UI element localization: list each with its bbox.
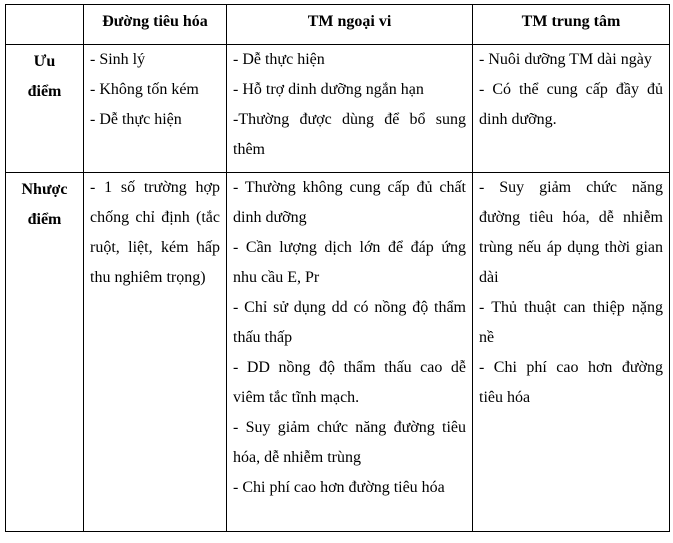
cell-disadvantages-enteral bbox=[84, 173, 227, 532]
header-empty-cell bbox=[6, 5, 84, 45]
row-label-line: điểm bbox=[27, 211, 62, 228]
list-item: - Dễ thực hiện bbox=[233, 51, 325, 68]
row-label-line: Ưu bbox=[33, 53, 56, 70]
comparison-table bbox=[5, 4, 670, 532]
row-label-disadvantages bbox=[6, 173, 84, 532]
list-item: - Suy giảm chức năng đường tiêu hóa, dễ nhiễm trùng nếu áp dụng thời gian dài bbox=[479, 179, 663, 286]
row-label-line: điểm bbox=[27, 83, 62, 100]
list-item: - DD nồng độ thẩm thấu cao dễ viêm tắc tĩnh mạch. bbox=[233, 359, 466, 406]
header-enteral: Đường tiêu hóa bbox=[84, 5, 227, 45]
cell-disadvantages-peripheral bbox=[227, 173, 473, 532]
list-item: - 1 số trường hợp chống chỉ định (tắc ruột, liệt, kém hấp thu nghiêm trọng) bbox=[90, 179, 220, 286]
list-item: - Nuôi dưỡng TM dài ngày bbox=[479, 51, 652, 68]
list-item: - Thường không cung cấp đủ chất dinh dưỡng bbox=[233, 179, 466, 226]
row-label-advantages bbox=[6, 45, 84, 173]
header-peripheral-iv: TM ngoại vi bbox=[227, 5, 473, 45]
list-item: - Sinh lý bbox=[90, 51, 146, 68]
list-item: - Chi phí cao hơn đường tiêu hóa bbox=[233, 479, 445, 496]
header-row bbox=[6, 5, 670, 45]
list-item: - Dễ thực hiện bbox=[90, 111, 182, 128]
list-item: - Không tốn kém bbox=[90, 81, 199, 98]
cell-disadvantages-central bbox=[473, 173, 670, 532]
disadvantages-row bbox=[6, 173, 670, 532]
list-item: - Cần lượng dịch lớn để đáp ứng nhu cầu E, Pr bbox=[233, 239, 466, 286]
advantages-row bbox=[6, 45, 670, 173]
list-item: -Thường được dùng để bổ sung thêm bbox=[233, 111, 466, 158]
cell-advantages-central bbox=[473, 45, 670, 173]
cell-advantages-peripheral bbox=[227, 45, 473, 173]
header-central-iv: TM trung tâm bbox=[473, 5, 670, 45]
list-item: - Chi phí cao hơn đường tiêu hóa bbox=[479, 359, 663, 406]
list-item: - Suy giảm chức năng đường tiêu hóa, dễ nhiễm trùng bbox=[233, 419, 466, 466]
row-label-line: Nhược bbox=[21, 181, 68, 198]
list-item: - Có thể cung cấp đầy đủ dinh dưỡng. bbox=[479, 81, 663, 128]
list-item: - Hỗ trợ dinh dưỡng ngắn hạn bbox=[233, 81, 424, 98]
list-item: - Thủ thuật can thiệp nặng nề bbox=[479, 299, 663, 346]
cell-advantages-enteral bbox=[84, 45, 227, 173]
list-item: - Chỉ sử dụng dd có nồng độ thẩm thấu thấp bbox=[233, 299, 466, 346]
